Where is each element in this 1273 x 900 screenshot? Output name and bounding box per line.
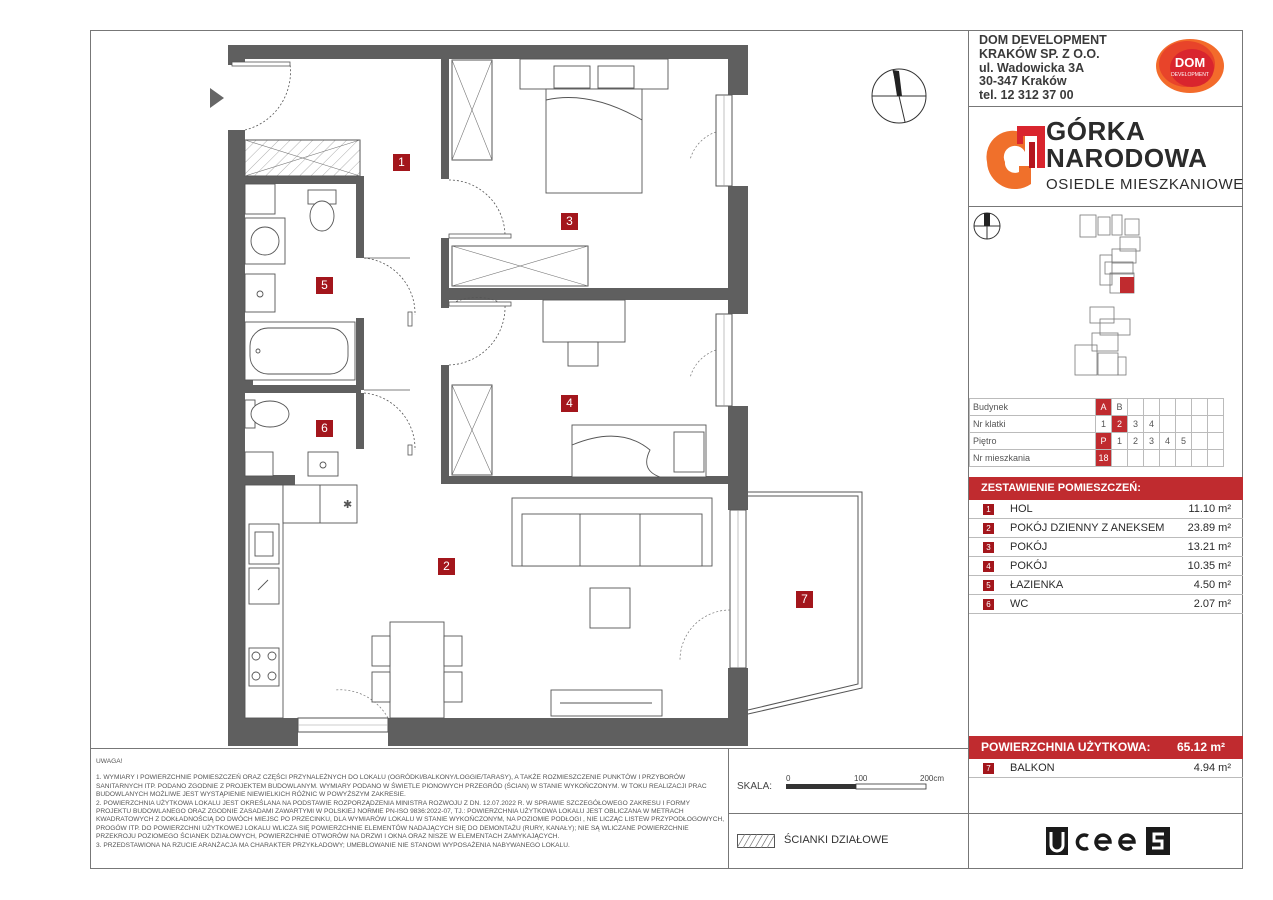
room-label-4: 4 (561, 395, 578, 412)
notes-title: UWAGA! (96, 758, 123, 765)
room-area: 13.21 m² (1187, 541, 1231, 553)
room-label-5: 5 (316, 277, 333, 294)
scale-tick-0: 0 (786, 774, 791, 783)
klatka-label: Nr klatki (970, 416, 1096, 433)
pietro-p: P (1096, 433, 1112, 450)
pietro-1: 1 (1112, 433, 1128, 450)
fan-icon: ✱ (343, 498, 353, 511)
developer-phone: tel. 12 312 37 00 (979, 88, 1074, 103)
room-row (969, 557, 1243, 576)
room-number: 4 (983, 561, 994, 572)
apartment-info-table (969, 398, 1224, 467)
divider-scale (728, 813, 968, 814)
entrance-arrow-icon (210, 88, 224, 108)
note-3: 3. PRZEDSTAWIONA NA RZUCIE ARANŻACJA MA CHARAKTER PRZYKŁADOWY; UMEBLOWANIE NIE STANOWI WYPOSAŻENIA NABYWANEGO LOKALU. (96, 841, 570, 849)
room-name: POKÓJ (1010, 541, 1048, 553)
room-label-6: 6 (316, 420, 333, 437)
dom-development-logo (1154, 37, 1226, 95)
room-row (969, 595, 1243, 614)
rooms-summary-title: ZESTAWIENIE POMIESZCZEŃ: (969, 477, 1243, 500)
usable-area-value: 65.12 m² (1176, 740, 1225, 754)
balcony-area: 4.94 m² (1193, 762, 1231, 774)
klatka-4: 4 (1144, 416, 1160, 433)
gorka-narodowa-logo-mark (983, 122, 1049, 192)
project-brand (1046, 116, 1244, 193)
notes-block (96, 758, 726, 850)
room-label-7: 7 (796, 591, 813, 608)
partition-legend-label: ŚCIANKI DZIAŁOWE (784, 834, 889, 846)
usable-area-label: POWIERZCHNIA UŻYTKOWA: (981, 740, 1151, 754)
room-label-1: 1 (393, 154, 410, 171)
room-name: HOL (1010, 503, 1033, 515)
room-number: 1 (983, 504, 994, 515)
room-number: 6 (983, 599, 994, 610)
developer-street: ul. Wadowicka 3A (979, 60, 1085, 75)
logo-dom-text: DOM (1174, 55, 1206, 70)
ucees-logo (1046, 827, 1170, 855)
scale-tick-200: 200cm (920, 774, 945, 783)
developer-company: KRAKÓW SP. Z O.O. (979, 46, 1100, 61)
room-number: 2 (983, 523, 994, 534)
room-area: 2.07 m² (1193, 598, 1231, 610)
room-row (969, 576, 1243, 595)
room-row (969, 538, 1243, 557)
room-area: 11.10 m² (1188, 503, 1231, 515)
compass-north-icon (869, 66, 929, 126)
room-label-3: 3 (561, 213, 578, 230)
klatka-3: 3 (1128, 416, 1144, 433)
room-row (969, 519, 1243, 538)
budynek-b: B (1112, 399, 1128, 416)
divider-dev (968, 106, 1243, 107)
room-name: ŁAZIENKA (1010, 579, 1064, 591)
pietro-2: 2 (1128, 433, 1144, 450)
room-name: POKÓJ (1010, 560, 1048, 572)
room-number: 5 (983, 580, 994, 591)
developer-city: 30-347 Kraków (979, 74, 1067, 89)
klatka-2: 2 (1112, 416, 1128, 433)
room-label-2: 2 (438, 558, 455, 575)
scale-label: SKALA: (737, 781, 773, 792)
usable-area-bar (969, 736, 1243, 759)
pietro-5: 5 (1176, 433, 1192, 450)
room-name: POKÓJ DZIENNY Z ANEKSEM (1010, 522, 1165, 534)
logo-dev-text: DEVELOPMENT (1171, 72, 1209, 78)
developer-address (979, 34, 1107, 103)
pietro-3: 3 (1144, 433, 1160, 450)
divider-footer (968, 813, 1243, 814)
budynek-label: Budynek (970, 399, 1096, 416)
room-area: 10.35 m² (1187, 560, 1231, 572)
note-2: 2. POWIERZCHNIA UŻYTKOWA LOKALU JEST OKREŚLANA NA PODSTAWIE ROZPORZĄDZENIA MINISTRA ROZWOJU Z DN. 12.07.2022 R. W SPRAWIE SZCZEGÓŁOWEGO ZAKRESU I FORMY PROJEKTU BUDOWLANEGO ORAZ ZGODNIE ZASADAMI ZAWARTYMI W POLSKIEJ NORMIE PN-ISO 9836:2022-07, TJ.: POWIERZCHNIA UŻYTKOWA LOKALU JEST OBLICZANA W METRACH KWADRATOWYCH Z DOKŁADNOŚCIĄ DO DWÓCH MIEJSC PO PRZECINKU, DLA WYMIARÓW LOKALU W STANIE WYKOŃCZONYM, NA POZIOMIE PODŁOGI , NIE LICZĄC LISTEW PRZYPODŁOGOWYCH, PROGÓW ITP. DO POWIERZCHNI UŻYTKOWEJ LOKALU WLICZA SIĘ POWIERZCHNIE ELEMENTÓW NADAJĄCYCH SIĘ DO DEMONTAŻU (RURY, KANAŁY); NIE SĄ WLICZANE POWIERZCHNIE PRZEKROJU POZIOMEGO ŚCIANEK DZIAŁOWYCH, POWIERZCHNIE OTWORÓW NA DRZWI I OKNA ORAZ NISZE W ELEMENTACH ZAMYKAJĄCYCH. (96, 799, 725, 841)
scale-tick-100: 100 (854, 774, 868, 783)
budynek-a: A (1096, 399, 1112, 416)
brand-line1: GÓRKA (1046, 116, 1146, 146)
klatka-1: 1 (1096, 416, 1112, 433)
balcony-row (969, 759, 1243, 778)
balcony-name: BALKON (1010, 762, 1055, 774)
brand-line2: NARODOWA (1046, 143, 1208, 173)
room-number: 3 (983, 542, 994, 553)
developer-name: DOM DEVELOPMENT (979, 33, 1107, 47)
brand-line3: OSIEDLE MIESZKANIOWE (1046, 176, 1244, 193)
room-area: 23.89 m² (1187, 522, 1231, 534)
room-row (969, 500, 1243, 519)
partition-legend-swatch (737, 834, 775, 848)
pietro-label: Piętro (970, 433, 1096, 450)
divider-notes (728, 748, 729, 869)
mieszkanie-number: 18 (1096, 450, 1112, 467)
floor-plan (200, 40, 870, 746)
balcony-number: 7 (983, 763, 994, 774)
site-key-plan (970, 207, 1242, 397)
divider-plan-bottom (90, 748, 968, 749)
pietro-4: 4 (1160, 433, 1176, 450)
scale-bar (784, 772, 954, 794)
mieszkanie-label: Nr mieszkania (970, 450, 1096, 467)
note-1: 1. WYMIARY I POWIERZCHNIE POMIESZCZEŃ ORAZ CZĘŚCI PRZYNALEŻNYCH DO LOKALU (OGRÓDKI/BALKONY/LOGGIE/TARASY), A TAKŻE ROZMIESZCZENIE PUNKTÓW I PRZYBORÓW SANITARNYCH ITP. PODANO ZGODNIE Z PROJEKTEM BUDOWLANYM. WYMIARY PODANO W ŚWIETLE PIONOWYCH PRZEGRÓD (ŚCIAN) W STANIE WYKOŃCZONYM. W TOKU REALIZACJI PRAC BUDOWLANYCH MOŻLIWE JEST WYSTĄPIENIE NIEWIELKICH RÓŻNIC W POWYŻSZYM ZAKRESIE. (96, 774, 707, 799)
room-name: WC (1010, 598, 1029, 610)
room-area: 4.50 m² (1193, 579, 1231, 591)
